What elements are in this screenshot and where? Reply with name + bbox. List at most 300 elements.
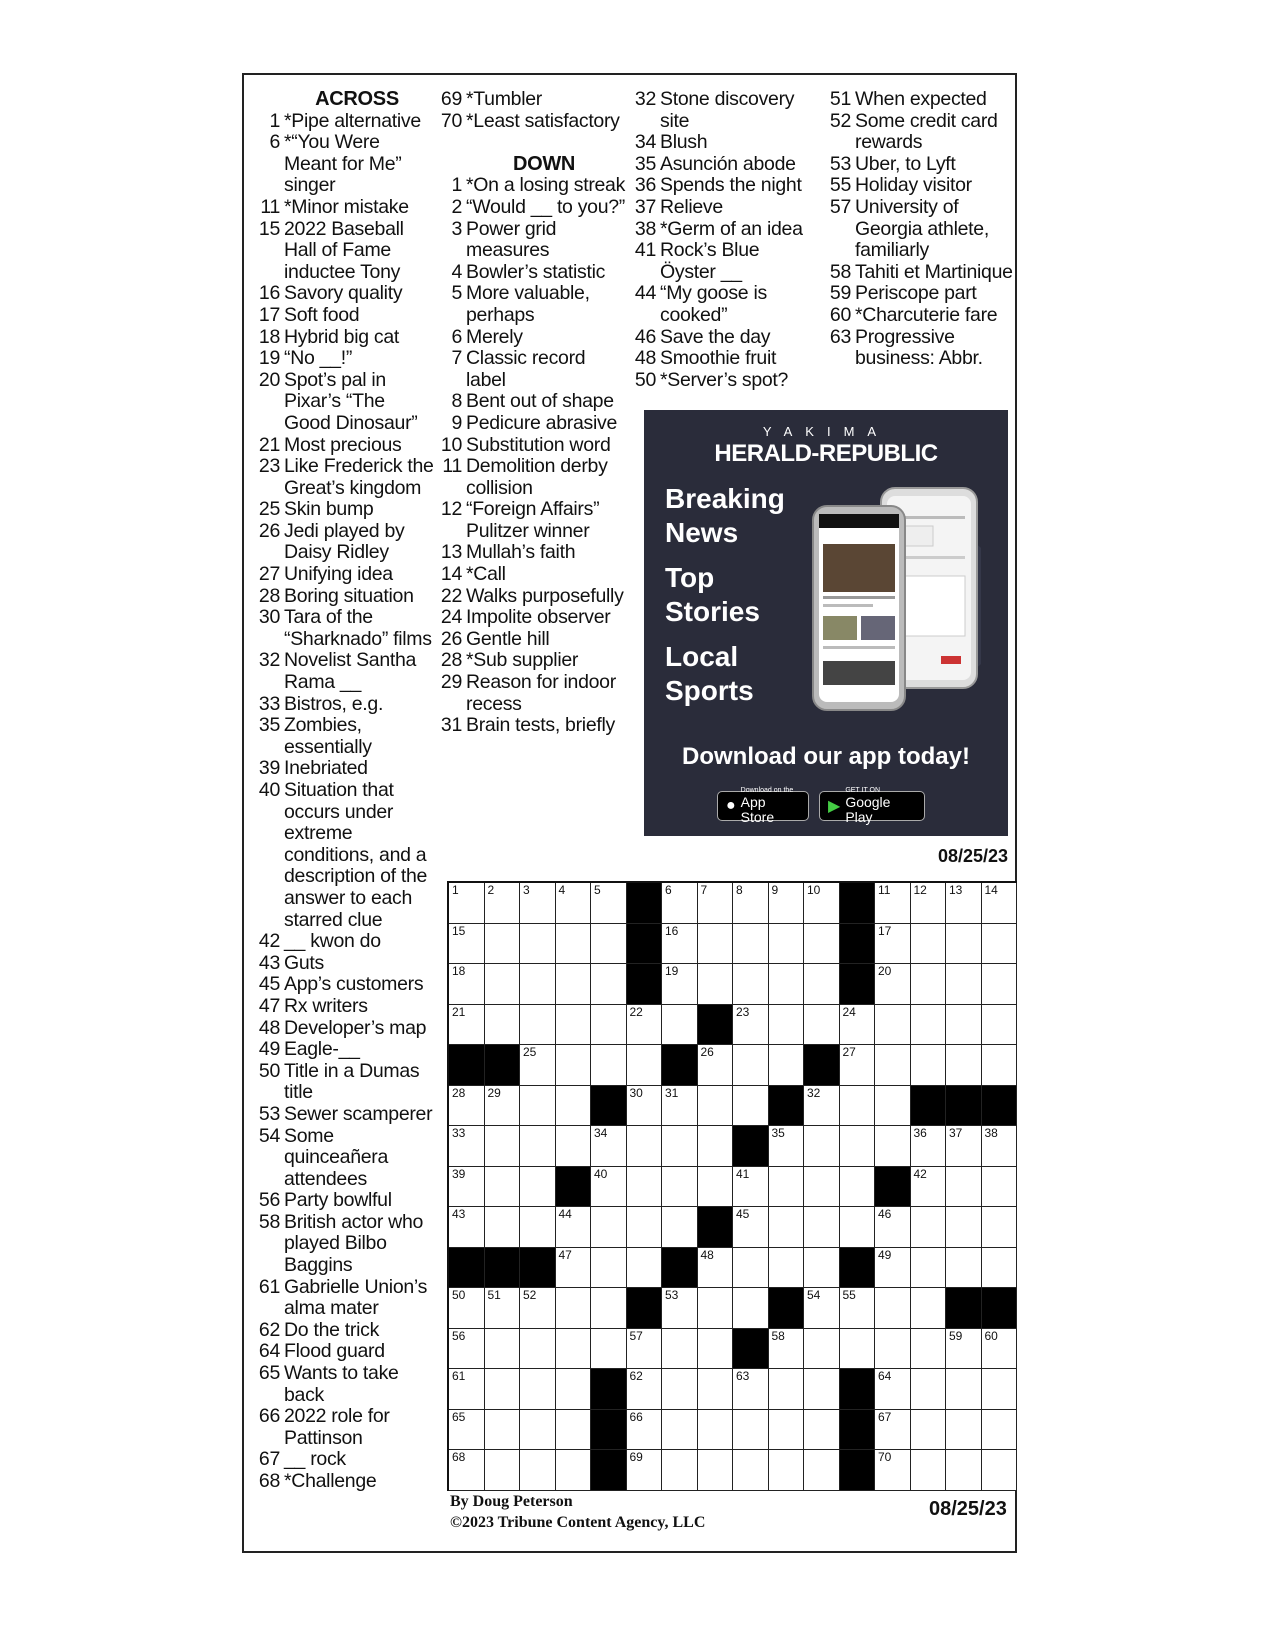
grid-cell[interactable] [520,1410,556,1451]
grid-cell[interactable] [840,1126,876,1167]
down-clue-26[interactable] [436,629,626,651]
grid-cell[interactable] [556,924,592,965]
grid-cell[interactable] [662,1450,698,1491]
down-clue-13[interactable] [436,542,626,564]
grid-cell[interactable] [911,1045,947,1086]
grid-cell[interactable] [946,1329,982,1370]
grid-cell[interactable] [733,1005,769,1046]
grid-cell[interactable] [662,1207,698,1248]
grid-cell[interactable] [804,1450,840,1491]
grid-cell[interactable] [485,1288,521,1329]
grid-cell[interactable] [911,1126,947,1167]
grid-cell[interactable] [698,1369,734,1410]
grid-cell[interactable] [449,1207,485,1248]
grid-cell[interactable] [662,1086,698,1127]
across-clue-15[interactable] [254,219,434,284]
grid-cell[interactable] [698,1410,734,1451]
across-clue-16[interactable] [254,283,434,305]
grid-cell[interactable] [733,1086,769,1127]
down-clue-14[interactable] [436,564,626,586]
grid-cell[interactable] [591,1005,627,1046]
clue-text: Guts [284,951,324,974]
grid-cell[interactable] [946,1167,982,1208]
grid-cell[interactable] [946,1207,982,1248]
grid-cell[interactable] [591,1329,627,1370]
grid-cell[interactable] [520,1045,556,1086]
grid-cell[interactable] [591,883,627,924]
grid-cell[interactable] [982,1126,1018,1167]
across-clue-45[interactable] [254,974,434,996]
down-clue-4[interactable] [436,262,626,284]
grid-cell[interactable] [485,1005,521,1046]
grid-cell[interactable] [449,1086,485,1127]
grid-cell[interactable] [591,1207,627,1248]
grid-cell[interactable] [520,1126,556,1167]
grid-cell[interactable] [698,1248,734,1289]
grid-cell[interactable] [627,1167,663,1208]
down-clue-37[interactable] [630,197,820,219]
grid-cell[interactable] [911,1167,947,1208]
grid-cell[interactable] [982,924,1018,965]
across-clue-40[interactable] [254,780,434,931]
grid-cell[interactable] [449,1005,485,1046]
grid-cell[interactable] [769,924,805,965]
grid-cell[interactable] [627,1410,663,1451]
down-clue-57[interactable] [825,197,1015,262]
grid-cell[interactable] [591,1045,627,1086]
grid-cell[interactable] [946,1369,982,1410]
grid-cell[interactable] [911,1207,947,1248]
grid-cell[interactable] [911,1248,947,1289]
down-clue-5[interactable] [436,283,626,326]
clue-text: “Would __ to you?” [466,195,625,218]
across-clue-58[interactable] [254,1212,434,1277]
clue-text: Eagle-__ [284,1038,360,1061]
grid-cell[interactable] [733,1369,769,1410]
grid-cell[interactable] [804,1248,840,1289]
across-clue-61[interactable] [254,1277,434,1320]
clue-text: Rx writers [284,994,368,1017]
grid-cell[interactable] [520,1207,556,1248]
grid-cell[interactable] [769,1410,805,1451]
grid-cell[interactable] [449,883,485,924]
across-clue-23[interactable] [254,456,434,499]
grid-cell[interactable] [698,1288,734,1329]
grid-cell[interactable] [627,1045,663,1086]
grid-cell[interactable] [840,1005,876,1046]
grid-cell[interactable] [804,883,840,924]
across-clue-48[interactable] [254,1018,434,1040]
grid-cell[interactable] [698,1450,734,1491]
grid-cell[interactable] [946,924,982,965]
grid-cell[interactable] [982,1450,1018,1491]
grid-cell[interactable] [946,1045,982,1086]
across-clue-39[interactable] [254,758,434,780]
grid-cell[interactable] [769,1045,805,1086]
grid-cell[interactable] [627,1005,663,1046]
grid-cell[interactable] [875,1045,911,1086]
cell-number: 65 [452,1409,466,1424]
grid-cell[interactable] [875,1126,911,1167]
across-clue-56[interactable] [254,1190,434,1212]
grid-cell[interactable] [698,1329,734,1370]
down-clue-44[interactable] [630,283,820,326]
grid-cell[interactable] [733,924,769,965]
grid-cell[interactable] [840,1045,876,1086]
across-clue-21[interactable] [254,435,434,457]
grid-cell[interactable] [662,1126,698,1167]
across-clue-18[interactable] [254,327,434,349]
grid-cell[interactable] [520,883,556,924]
grid-cell[interactable] [698,1045,734,1086]
grid-cell[interactable] [591,1248,627,1289]
across-clue-11[interactable] [254,197,434,219]
grid-cell[interactable] [733,883,769,924]
down-clue-52[interactable] [825,111,1015,154]
grid-cell[interactable] [982,1167,1018,1208]
cell-number: 25 [523,1045,537,1059]
down-clue-2[interactable] [436,197,626,219]
across-clue-42[interactable] [254,931,434,953]
grid-cell[interactable] [520,1450,556,1491]
across-clue-17[interactable] [254,305,434,327]
grid-cell[interactable] [627,1369,663,1410]
grid-cell[interactable] [769,1126,805,1167]
down-clue-38[interactable] [630,219,820,241]
grid-cell[interactable] [911,1329,947,1370]
down-clue-12[interactable] [436,499,626,542]
grid-cell[interactable] [911,924,947,965]
down-clue-51[interactable] [825,89,1015,111]
grid-cell[interactable] [733,964,769,1005]
grid-cell[interactable] [449,924,485,965]
grid-cell[interactable] [662,924,698,965]
across-clue-62[interactable] [254,1320,434,1342]
across-clue-6[interactable] [254,132,434,197]
grid-cell[interactable] [982,1369,1018,1410]
grid-cell[interactable] [591,924,627,965]
grid-cell[interactable] [982,1248,1018,1289]
grid-cell[interactable] [769,1329,805,1370]
grid-cell[interactable] [982,1005,1018,1046]
grid-cell[interactable] [485,883,521,924]
grid-cell[interactable] [485,924,521,965]
grid-cell[interactable] [520,1086,556,1127]
grid-cell[interactable] [449,1369,485,1410]
across-clue-43[interactable] [254,953,434,975]
grid-cell[interactable] [769,883,805,924]
grid-cell[interactable] [627,1086,663,1127]
grid-cell[interactable] [875,1450,911,1491]
grid-cell[interactable] [982,964,1018,1005]
across-clue-25[interactable] [254,499,434,521]
across-clue-32[interactable] [254,650,434,693]
grid-cell[interactable] [556,1329,592,1370]
grid-cell[interactable] [485,1410,521,1451]
down-clue-29[interactable] [436,672,626,715]
down-clue-8[interactable] [436,391,626,413]
across-clue-33[interactable] [254,694,434,716]
grid-cell[interactable] [946,883,982,924]
down-clue-10[interactable] [436,435,626,457]
down-clue-7[interactable] [436,348,626,391]
grid-cell[interactable] [875,1248,911,1289]
grid-cell[interactable] [662,1410,698,1451]
grid-cell[interactable] [804,1167,840,1208]
grid-cell[interactable] [520,924,556,965]
across-clue-50[interactable] [254,1061,434,1104]
google-play-button[interactable] [819,787,925,825]
grid-cell[interactable] [875,1369,911,1410]
grid-cell[interactable] [946,964,982,1005]
grid-cell[interactable] [662,1167,698,1208]
grid-cell[interactable] [556,1045,592,1086]
across-clue-47[interactable] [254,996,434,1018]
across-clue-66[interactable] [254,1406,434,1449]
grid-cell[interactable] [449,1126,485,1167]
grid-cell[interactable] [911,1410,947,1451]
grid-cell[interactable] [698,964,734,1005]
grid-cell[interactable] [875,1288,911,1329]
grid-cell[interactable] [804,1329,840,1370]
grid-cell[interactable] [591,964,627,1005]
crossword-grid[interactable] [447,881,1017,1491]
grid-cell[interactable] [911,1288,947,1329]
grid-cell[interactable] [591,1167,627,1208]
grid-cell[interactable] [556,1410,592,1451]
across-clue-28[interactable] [254,586,434,608]
grid-cell[interactable] [875,924,911,965]
grid-cell[interactable] [911,1369,947,1410]
grid-cell[interactable] [840,1329,876,1370]
grid-cell[interactable] [520,1288,556,1329]
across-clue-69[interactable] [436,89,626,111]
grid-cell[interactable] [875,964,911,1005]
grid-cell[interactable] [946,1410,982,1451]
grid-cell[interactable] [769,1450,805,1491]
down-clue-35[interactable] [630,154,820,176]
grid-cell[interactable] [520,1005,556,1046]
grid-cell[interactable] [556,1288,592,1329]
down-clue-3[interactable] [436,219,626,262]
down-clue-63[interactable] [825,327,1015,370]
down-clue-58[interactable] [825,262,1015,284]
grid-cell[interactable] [769,1167,805,1208]
grid-cell[interactable] [485,1450,521,1491]
grid-cell[interactable] [556,1207,592,1248]
grid-cell[interactable] [982,1207,1018,1248]
grid-cell[interactable] [698,1126,734,1167]
grid-cell[interactable] [804,1369,840,1410]
grid-cell[interactable] [769,964,805,1005]
across-clue-53[interactable] [254,1104,434,1126]
grid-cell[interactable] [449,1329,485,1370]
across-clue-67[interactable] [254,1449,434,1471]
clue-number: 21 [258,433,280,456]
down-clue-55[interactable] [825,175,1015,197]
grid-cell[interactable] [485,1167,521,1208]
grid-cell[interactable] [875,1410,911,1451]
grid-cell[interactable] [485,1086,521,1127]
across-clue-1[interactable] [254,111,434,133]
grid-cell[interactable] [556,1369,592,1410]
down-clue-34[interactable] [630,132,820,154]
grid-cell[interactable] [520,1167,556,1208]
grid-cell[interactable] [804,964,840,1005]
grid-cell[interactable] [449,964,485,1005]
grid-cell[interactable] [733,1207,769,1248]
down-clue-1[interactable] [436,175,626,197]
across-clue-19[interactable] [254,348,434,370]
grid-cell[interactable] [804,1126,840,1167]
down-clue-48[interactable] [630,348,820,370]
grid-cell[interactable] [449,1288,485,1329]
across-header: ACROSS [315,88,399,110]
grid-cell[interactable] [662,883,698,924]
grid-cell[interactable] [556,1248,592,1289]
grid-cell[interactable] [520,964,556,1005]
grid-cell[interactable] [662,964,698,1005]
grid-cell[interactable] [485,964,521,1005]
grid-cell[interactable] [485,1126,521,1167]
grid-cell[interactable] [946,1248,982,1289]
grid-cell[interactable] [556,1450,592,1491]
grid-cell[interactable] [982,883,1018,924]
grid-cell[interactable] [556,1086,592,1127]
grid-cell[interactable] [875,1005,911,1046]
grid-cell[interactable] [733,1167,769,1208]
down-clue-6[interactable] [436,327,626,349]
across-clue-68[interactable] [254,1471,434,1493]
grid-cell[interactable] [946,1126,982,1167]
grid-cell[interactable] [556,1126,592,1167]
down-clue-50[interactable] [630,370,820,392]
grid-cell[interactable] [662,1369,698,1410]
grid-cell[interactable] [875,1329,911,1370]
grid-cell[interactable] [449,1410,485,1451]
grid-cell[interactable] [520,1329,556,1370]
grid-cell[interactable] [556,883,592,924]
grid-cell[interactable] [698,1086,734,1127]
across-clue-27[interactable] [254,564,434,586]
down-clue-59[interactable] [825,283,1015,305]
grid-cell[interactable] [911,1005,947,1046]
grid-cell[interactable] [804,1086,840,1127]
grid-cell[interactable] [840,1207,876,1248]
down-clue-36[interactable] [630,175,820,197]
grid-cell[interactable] [591,1288,627,1329]
grid-cell[interactable] [875,883,911,924]
across-clue-49[interactable] [254,1039,434,1061]
grid-cell[interactable] [556,1005,592,1046]
grid-cell[interactable] [946,1450,982,1491]
grid-cell[interactable] [591,1126,627,1167]
app-advertisement[interactable] [644,410,1008,836]
across-clue-64[interactable] [254,1341,434,1363]
grid-cell[interactable] [769,1248,805,1289]
grid-cell[interactable] [449,1450,485,1491]
grid-cell[interactable] [698,924,734,965]
grid-cell[interactable] [627,1248,663,1289]
grid-cell[interactable] [733,1248,769,1289]
down-clue-31[interactable] [436,715,626,737]
down-clue-22[interactable] [436,586,626,608]
clue-text: Novelist Santha Rama __ [284,649,417,694]
down-clue-24[interactable] [436,607,626,629]
grid-cell[interactable] [485,1207,521,1248]
grid-cell[interactable] [840,1167,876,1208]
grid-cell[interactable] [911,1450,947,1491]
grid-cell[interactable] [982,1410,1018,1451]
grid-cell[interactable] [946,1005,982,1046]
down-clue-11[interactable] [436,456,626,499]
grid-cell[interactable] [733,1410,769,1451]
grid-cell[interactable] [769,1207,805,1248]
cell-number: 57 [629,1328,643,1343]
clue-number: 40 [258,779,280,801]
grid-cell[interactable] [733,1288,769,1329]
down-clue-60[interactable] [825,305,1015,327]
grid-cell[interactable] [911,883,947,924]
grid-cell[interactable] [485,1329,521,1370]
grid-cell[interactable] [804,1410,840,1451]
grid-cell[interactable] [982,1329,1018,1370]
across-clue-30[interactable] [254,607,434,650]
across-clue-70[interactable] [436,111,626,133]
across-clue-20[interactable] [254,370,434,435]
grid-cell[interactable] [804,924,840,965]
down-clue-53[interactable] [825,154,1015,176]
grid-cell[interactable] [485,1369,521,1410]
grid-cell[interactable] [804,1288,840,1329]
across-clue-65[interactable] [254,1363,434,1406]
grid-cell[interactable] [449,1167,485,1208]
down-clue-32[interactable] [630,89,820,132]
grid-cell[interactable] [627,1329,663,1370]
grid-cell[interactable] [875,1086,911,1127]
grid-cell[interactable] [662,1288,698,1329]
down-clue-46[interactable] [630,327,820,349]
grid-cell[interactable] [769,1369,805,1410]
grid-cell[interactable] [840,1288,876,1329]
across-clue-54[interactable] [254,1126,434,1191]
grid-cell[interactable] [662,1329,698,1370]
grid-cell[interactable] [982,1045,1018,1086]
grid-cell[interactable] [911,964,947,1005]
grid-cell[interactable] [627,1126,663,1167]
grid-cell[interactable] [698,1167,734,1208]
grid-cell[interactable] [733,1450,769,1491]
down-clue-9[interactable] [436,413,626,435]
app-store-button[interactable] [717,787,809,825]
grid-cell[interactable] [662,1005,698,1046]
across-clue-26[interactable] [254,521,434,564]
down-clue-28[interactable] [436,650,626,672]
grid-cell[interactable] [556,964,592,1005]
grid-cell[interactable] [804,1005,840,1046]
grid-cell[interactable] [627,1207,663,1248]
grid-cell[interactable] [769,1005,805,1046]
grid-cell[interactable] [520,1369,556,1410]
grid-cell[interactable] [627,1450,663,1491]
grid-cell[interactable] [698,883,734,924]
grid-cell[interactable] [875,1207,911,1248]
down-clue-41[interactable] [630,240,820,283]
grid-cell[interactable] [733,1045,769,1086]
grid-cell[interactable] [804,1207,840,1248]
across-clue-35[interactable] [254,715,434,758]
grid-cell[interactable] [840,1086,876,1127]
